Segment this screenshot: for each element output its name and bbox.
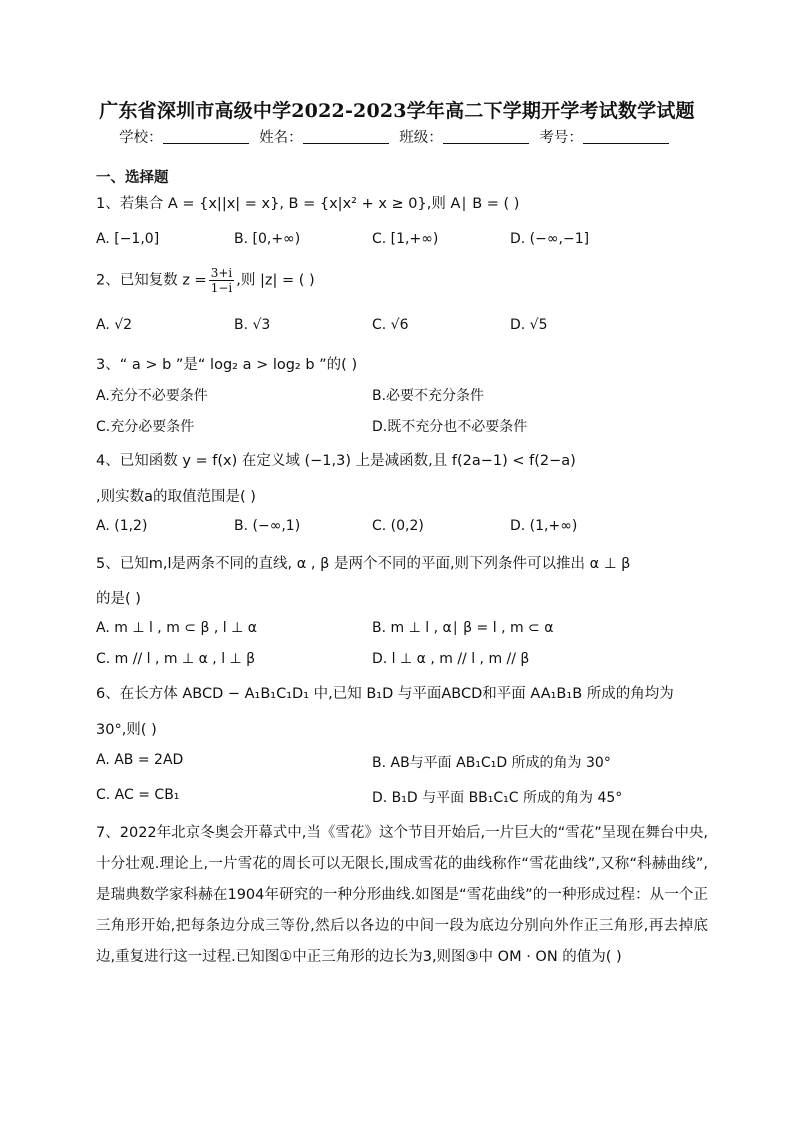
q1-option-b: B. [0,+∞) <box>234 231 301 247</box>
class-label: 班级： <box>399 130 443 146</box>
name-label: 姓名： <box>259 130 303 146</box>
q3-option-a: A.充分不必要条件 <box>96 388 208 404</box>
q5-option-d: D. l ⊥ α , m // l , m // β <box>372 651 530 667</box>
q6-option-a: A. AB = 2AD <box>96 752 184 768</box>
question-5-line-1: 5、已知m,l是两条不同的直线, α , β 是两个不同的平面,则下列条件可以推出 α ⊥ β <box>96 556 631 572</box>
section-heading: 一、选择题 <box>96 170 169 186</box>
school-label: 学校： <box>119 130 163 146</box>
q2-option-b: B. √3 <box>234 317 271 333</box>
exam-number-blank[interactable] <box>583 130 669 144</box>
q5-option-c: C. m // l , m ⊥ α , l ⊥ β <box>96 651 256 667</box>
question-3-stem: 3、“ a > b ”是“ log₂ a > log₂ b ”的( ) <box>96 357 358 373</box>
q2-fraction-denominator: 1−i <box>210 281 233 295</box>
question-6-line-2: 30°,则( ) <box>96 722 157 738</box>
q3-option-d: D.既不充分也不必要条件 <box>372 419 528 435</box>
class-blank[interactable] <box>443 130 529 144</box>
q4-option-d: D. (1,+∞) <box>510 518 578 534</box>
q2-stem-after: ,则 |z| = ( ) <box>236 272 315 289</box>
q5-option-b: B. m ⊥ l , α∣ β = l , m ⊂ α <box>372 620 554 636</box>
name-blank[interactable] <box>303 130 389 144</box>
q6-option-c: C. AC = CB₁ <box>96 787 180 803</box>
q4-option-a: A. (1,2) <box>96 518 148 534</box>
q2-option-d: D. √5 <box>510 317 548 333</box>
question-5-line-2: 的是( ) <box>96 591 141 607</box>
question-4-line-2: ,则实数a的取值范围是( ) <box>96 489 256 505</box>
q3-option-c: C.充分必要条件 <box>96 419 195 435</box>
question-2-stem <box>96 266 706 295</box>
q5-option-a: A. m ⊥ l , m ⊂ β , l ⊥ α <box>96 620 257 636</box>
q2-option-a: A. √2 <box>96 317 133 333</box>
q2-stem-before: 2、已知复数 z = <box>96 272 207 289</box>
question-1-stem: 1、若集合 A = {x||x| = x}, B = {x|x² + x ≥ 0},则 A∣ B = ( ) <box>96 196 520 212</box>
q1-option-a: A. [−1,0] <box>96 231 160 247</box>
q2-fraction <box>209 266 235 295</box>
q2-fraction-numerator: 3+i <box>210 266 233 280</box>
question-4-line-1: 4、已知函数 y = f(x) 在定义域 (−1,3) 上是减函数,且 f(2a−1) < f(2−a) <box>96 453 576 469</box>
q6-option-b: B. AB与平面 AB₁C₁D 所成的角为 30° <box>372 755 611 771</box>
q6-option-d: D. B₁D 与平面 BB₁C₁C 所成的角为 45° <box>372 790 623 806</box>
exam-number-label: 考号： <box>539 130 583 146</box>
question-6-line-1: 6、在长方体 ABCD − A₁B₁C₁D₁ 中,已知 B₁D 与平面ABCD和平面 AA₁B₁B 所成的角均为 <box>96 686 674 702</box>
page-title: 广东省深圳市高级中学2022-2023学年高二下学期开学考试数学试题 <box>99 100 695 122</box>
q1-option-d: D. (−∞,−1] <box>510 231 590 247</box>
school-blank[interactable] <box>163 130 249 144</box>
student-info-row <box>0 126 794 147</box>
q4-option-c: C. (0,2) <box>372 518 424 534</box>
q1-option-c: C. [1,+∞) <box>372 231 439 247</box>
q4-option-b: B. (−∞,1) <box>234 518 301 534</box>
question-7-paragraph: 7、2022年北京冬奥会开幕式中,当《雪花》这个节目开始后,一片巨大的“雪花”呈现在舞台中央,十分壮观.理论上,一片雪花的周长可以无限长,围成雪花的曲线称作“雪花曲线”,又称“科赫曲线”,是瑞典数学家科赫在1904年研究的一种分形曲线.如图是“雪花曲线”的一种形成过程：从一个正三角形开始,把每条边分成三等份,然后以各边的中间一段为底边分别向外作正三角形,再去掉底边,重复进行这一过程.已知图①中正三角形的边长为3,则图③中 OM · ON 的值为( ) <box>96 825 708 965</box>
q3-option-b: B.必要不充分条件 <box>372 388 485 404</box>
q2-option-c: C. √6 <box>372 317 409 333</box>
